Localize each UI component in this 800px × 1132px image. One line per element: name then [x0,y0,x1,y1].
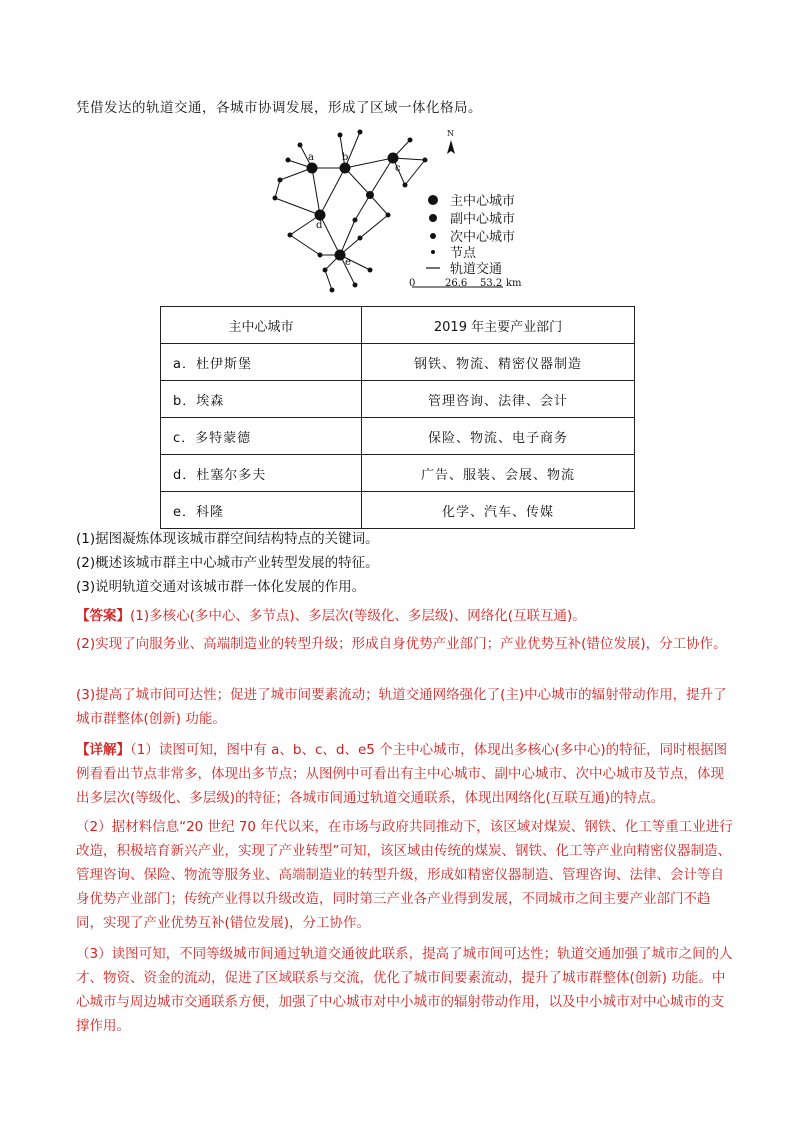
city-label-e: e [345,257,351,268]
question-2: (2)概述该城市群主中心城市产业转型发展的特征。 [76,555,379,571]
detail-1-text: （1）读图可知，图中有 a、b、c、d、e5 个主中心城市，体现出多核心(多中心)的特征，同时根据图例看看出节点非常多，体现出多节点；从图例中可看出有主中心城市、副中心城市、次中心城市及节点，体现出多层次(等级化、多层级)的特征；各城市间通过轨道交通联系，体现出网络化(互联互通)的特点。 [76,742,728,806]
question-1: (1)据图凝炼体现该城市群空间结构特点的关键词。 [76,531,379,547]
table-row [161,344,635,381]
legend-secondary-icon [430,233,436,239]
industry-cell: 保险、物流、电子商务 [362,418,635,455]
sub-city-dots [366,191,374,199]
answer-2: (2)实现了向服务业、高端制造业的转型升级；形成自身优势产业部门；产业优势互补(错位发展)，分工协作。 [76,636,727,652]
legend-main-icon [428,195,438,205]
detail-3: （3）读图可知，不同等级城市间通过轨道交通彼此联系，提高了城市间可达性；轨道交通加强了城市之间的人才、物资、资金的流动，促进了区域联系与交流，优化了城市间要素流动，提升了城市群整体(创新) 功能。中心城市与周边城市交通联系方便，加强了中心城市对中小城市的辐射带动作用，以及中小城市对中心城市的支撑作用。 [76,946,733,1034]
legend-sub-icon [429,214,437,222]
scale-unit: km [506,278,522,289]
scale-end: 53.2 [480,278,503,289]
legend-sub-label: 副中心城市 [450,212,516,227]
industry-cell: 钢铁、物流、精密仪器制造 [362,344,635,381]
svg-text:N: N [447,129,454,138]
city-label-b: b [342,152,349,163]
answer-1-text: (1)多核心(多中心、多节点)、多层次(等级化、多层级)、网络化(互联互通)。 [130,608,586,624]
city-label-a: a [308,152,314,163]
legend-main-label: 主中心城市 [450,194,516,209]
question-3: (3)说明轨道交通对该城市群一体化发展的作用。 [76,579,366,595]
table-row [161,418,635,455]
city-cell: d．杜塞尔多夫 [161,455,362,492]
detail-2: （2）据材料信息“20 世纪 70 年代以来，在市场与政府共同推动下，该区域对煤炭、钢铁、化工等重工业进行改造，积极培育新兴产业，实现了产业转型”可知，该区域由传统的煤炭、钢铁、化工等产业向精密仪器制造、管理咨询、保险、物流等服务业、高端制造业的转型升级，形成如精密仪器制造、管理咨询、法律、会计等自身优势产业部门；传统产业得以升级改造，同时第三产业各产业得到发展，不同城市之间主要产业部门不趋同，实现了产业优势互补(错位发展)，分工协作。 [76,819,733,931]
header-industry: 2019 年主要产业部门 [362,307,635,344]
industry-table [160,306,635,529]
industry-cell: 管理咨询、法律、会计 [362,381,635,418]
city-label-c: c [395,163,401,174]
industry-cell: 化学、汽车、传媒 [362,492,635,529]
table-row [161,492,635,529]
north-arrow-icon [447,129,455,154]
node-dots [273,130,428,293]
legend-rail-label: 轨道交通 [450,262,503,277]
legend [426,193,515,277]
industry-cell: 广告、服装、会展、物流 [362,455,635,492]
detail-1 [76,738,736,810]
answer-3: (3)提高了城市间可达性；促进了城市间要素流动；轨道交通网络强化了(主)中心城市的辐射带动作用，提升了城市群整体(创新) 功能。 [76,687,727,727]
scale-mid: 26.6 [445,278,468,289]
table-header-row [161,307,635,344]
legend-node-label: 节点 [450,246,477,261]
legend-secondary-label: 次中心城市 [450,230,516,245]
legend-node-icon [431,250,435,254]
table-row [161,455,635,492]
city-cell: e．科隆 [161,492,362,529]
city-cell: b．埃森 [161,381,362,418]
answer-1 [76,604,736,628]
detail-tag: 【详解】 [76,742,130,758]
intro-line: 凭借发达的轨道交通，各城市协调发展，形成了区域一体化格局。 [76,100,482,116]
rail-network-map [260,120,550,300]
city-cell: c．多特蒙德 [161,418,362,455]
answer-tag: 【答案】 [76,608,130,624]
scale-zero: 0 [409,278,416,289]
table-row [161,381,635,418]
header-city: 主中心城市 [161,307,362,344]
city-cell: a．杜伊斯堡 [161,344,362,381]
scale-bar [409,278,522,289]
city-label-d: d [316,220,323,231]
